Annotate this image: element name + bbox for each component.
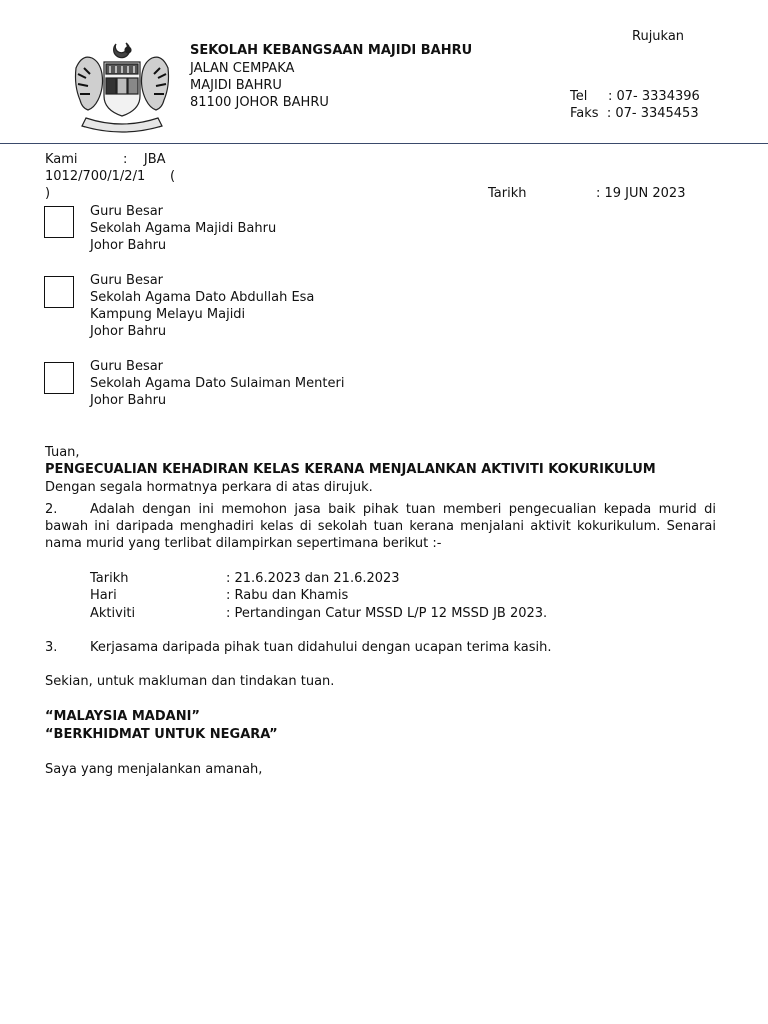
opening-sentence: Dengan segala hormatnya perkara di atas dirujuk. — [45, 480, 373, 495]
paragraph-3-text: Kerjasama daripada pihak tuan didahului dengan ucapan terima kasih. — [90, 640, 552, 655]
coat-of-arms-logo — [68, 38, 176, 136]
address-line-3: 81100 JOHOR BAHRU — [190, 95, 329, 110]
recipient-checkbox — [44, 362, 74, 394]
recipient-1-line-1: Guru Besar — [90, 204, 164, 219]
header-divider — [0, 143, 768, 144]
school-name: SEKOLAH KEBANGSAAN MAJIDI BAHRU — [190, 43, 473, 58]
paragraph-2-text: Adalah dengan ini memohon jasa baik pihak tuan memberi pengecualian kepada murid di bawah ini daripada menghadiri kelas di sekolah tuan kerana menjalani aktivit kokurikulum. Senarai nama murid yang terlibat dilampirkan sepertimana berikut :- — [45, 502, 716, 551]
detail-value-date: : 21.6.2023 dan 21.6.2023 — [226, 571, 400, 586]
detail-label-date: Tarikh — [90, 571, 129, 586]
recipient-2-line-4: Johor Bahru — [90, 324, 167, 339]
reference-line-3: ) — [45, 186, 51, 201]
recipient-checkbox — [44, 206, 74, 238]
address-line-1: JALAN CEMPAKA — [190, 61, 295, 76]
recipient-3-line-3: Johor Bahru — [90, 393, 167, 408]
reference-line-2: 1012/700/1/2/1 ( — [45, 169, 176, 184]
slogan-1: “MALAYSIA MADANI” — [45, 709, 200, 724]
rujukan-label: Rujukan — [632, 29, 685, 44]
sign-off: Saya yang menjalankan amanah, — [45, 762, 263, 777]
recipient-2-line-2: Sekolah Agama Dato Abdullah Esa — [90, 290, 315, 305]
recipient-2-line-1: Guru Besar — [90, 273, 164, 288]
detail-value-day: : Rabu dan Khamis — [226, 588, 349, 603]
reference-line-1: Kami : JBA — [45, 152, 166, 167]
tel-number: Tel : 07- 3334396 — [570, 89, 700, 104]
date-label: Tarikh — [488, 186, 527, 201]
letter-subject: PENGECUALIAN KEHADIRAN KELAS KERANA MENJALANKAN AKTIVITI KOKURIKULUM — [45, 462, 656, 477]
paragraph-3-number: 3. — [45, 640, 58, 655]
recipient-3-line-2: Sekolah Agama Dato Sulaiman Menteri — [90, 376, 345, 391]
salutation: Tuan, — [45, 445, 80, 460]
detail-value-activity: : Pertandingan Catur MSSD L/P 12 MSSD JB 2023. — [226, 606, 548, 621]
closing-sentence: Sekian, untuk makluman dan tindakan tuan. — [45, 674, 335, 689]
detail-label-activity: Aktiviti — [90, 606, 136, 621]
date-value: : 19 JUN 2023 — [596, 186, 686, 201]
recipient-checkbox — [44, 276, 74, 308]
recipient-1-line-2: Sekolah Agama Majidi Bahru — [90, 221, 277, 236]
address-line-2: MAJIDI BAHRU — [190, 78, 282, 93]
recipient-3-line-1: Guru Besar — [90, 359, 164, 374]
recipient-2-line-3: Kampung Melayu Majidi — [90, 307, 246, 322]
slogan-2: “BERKHIDMAT UNTUK NEGARA” — [45, 727, 278, 742]
recipient-1-line-3: Johor Bahru — [90, 238, 167, 253]
detail-label-day: Hari — [90, 588, 117, 603]
fax-number: Faks : 07- 3345453 — [570, 106, 699, 121]
paragraph-2-number: 2. — [45, 502, 58, 517]
